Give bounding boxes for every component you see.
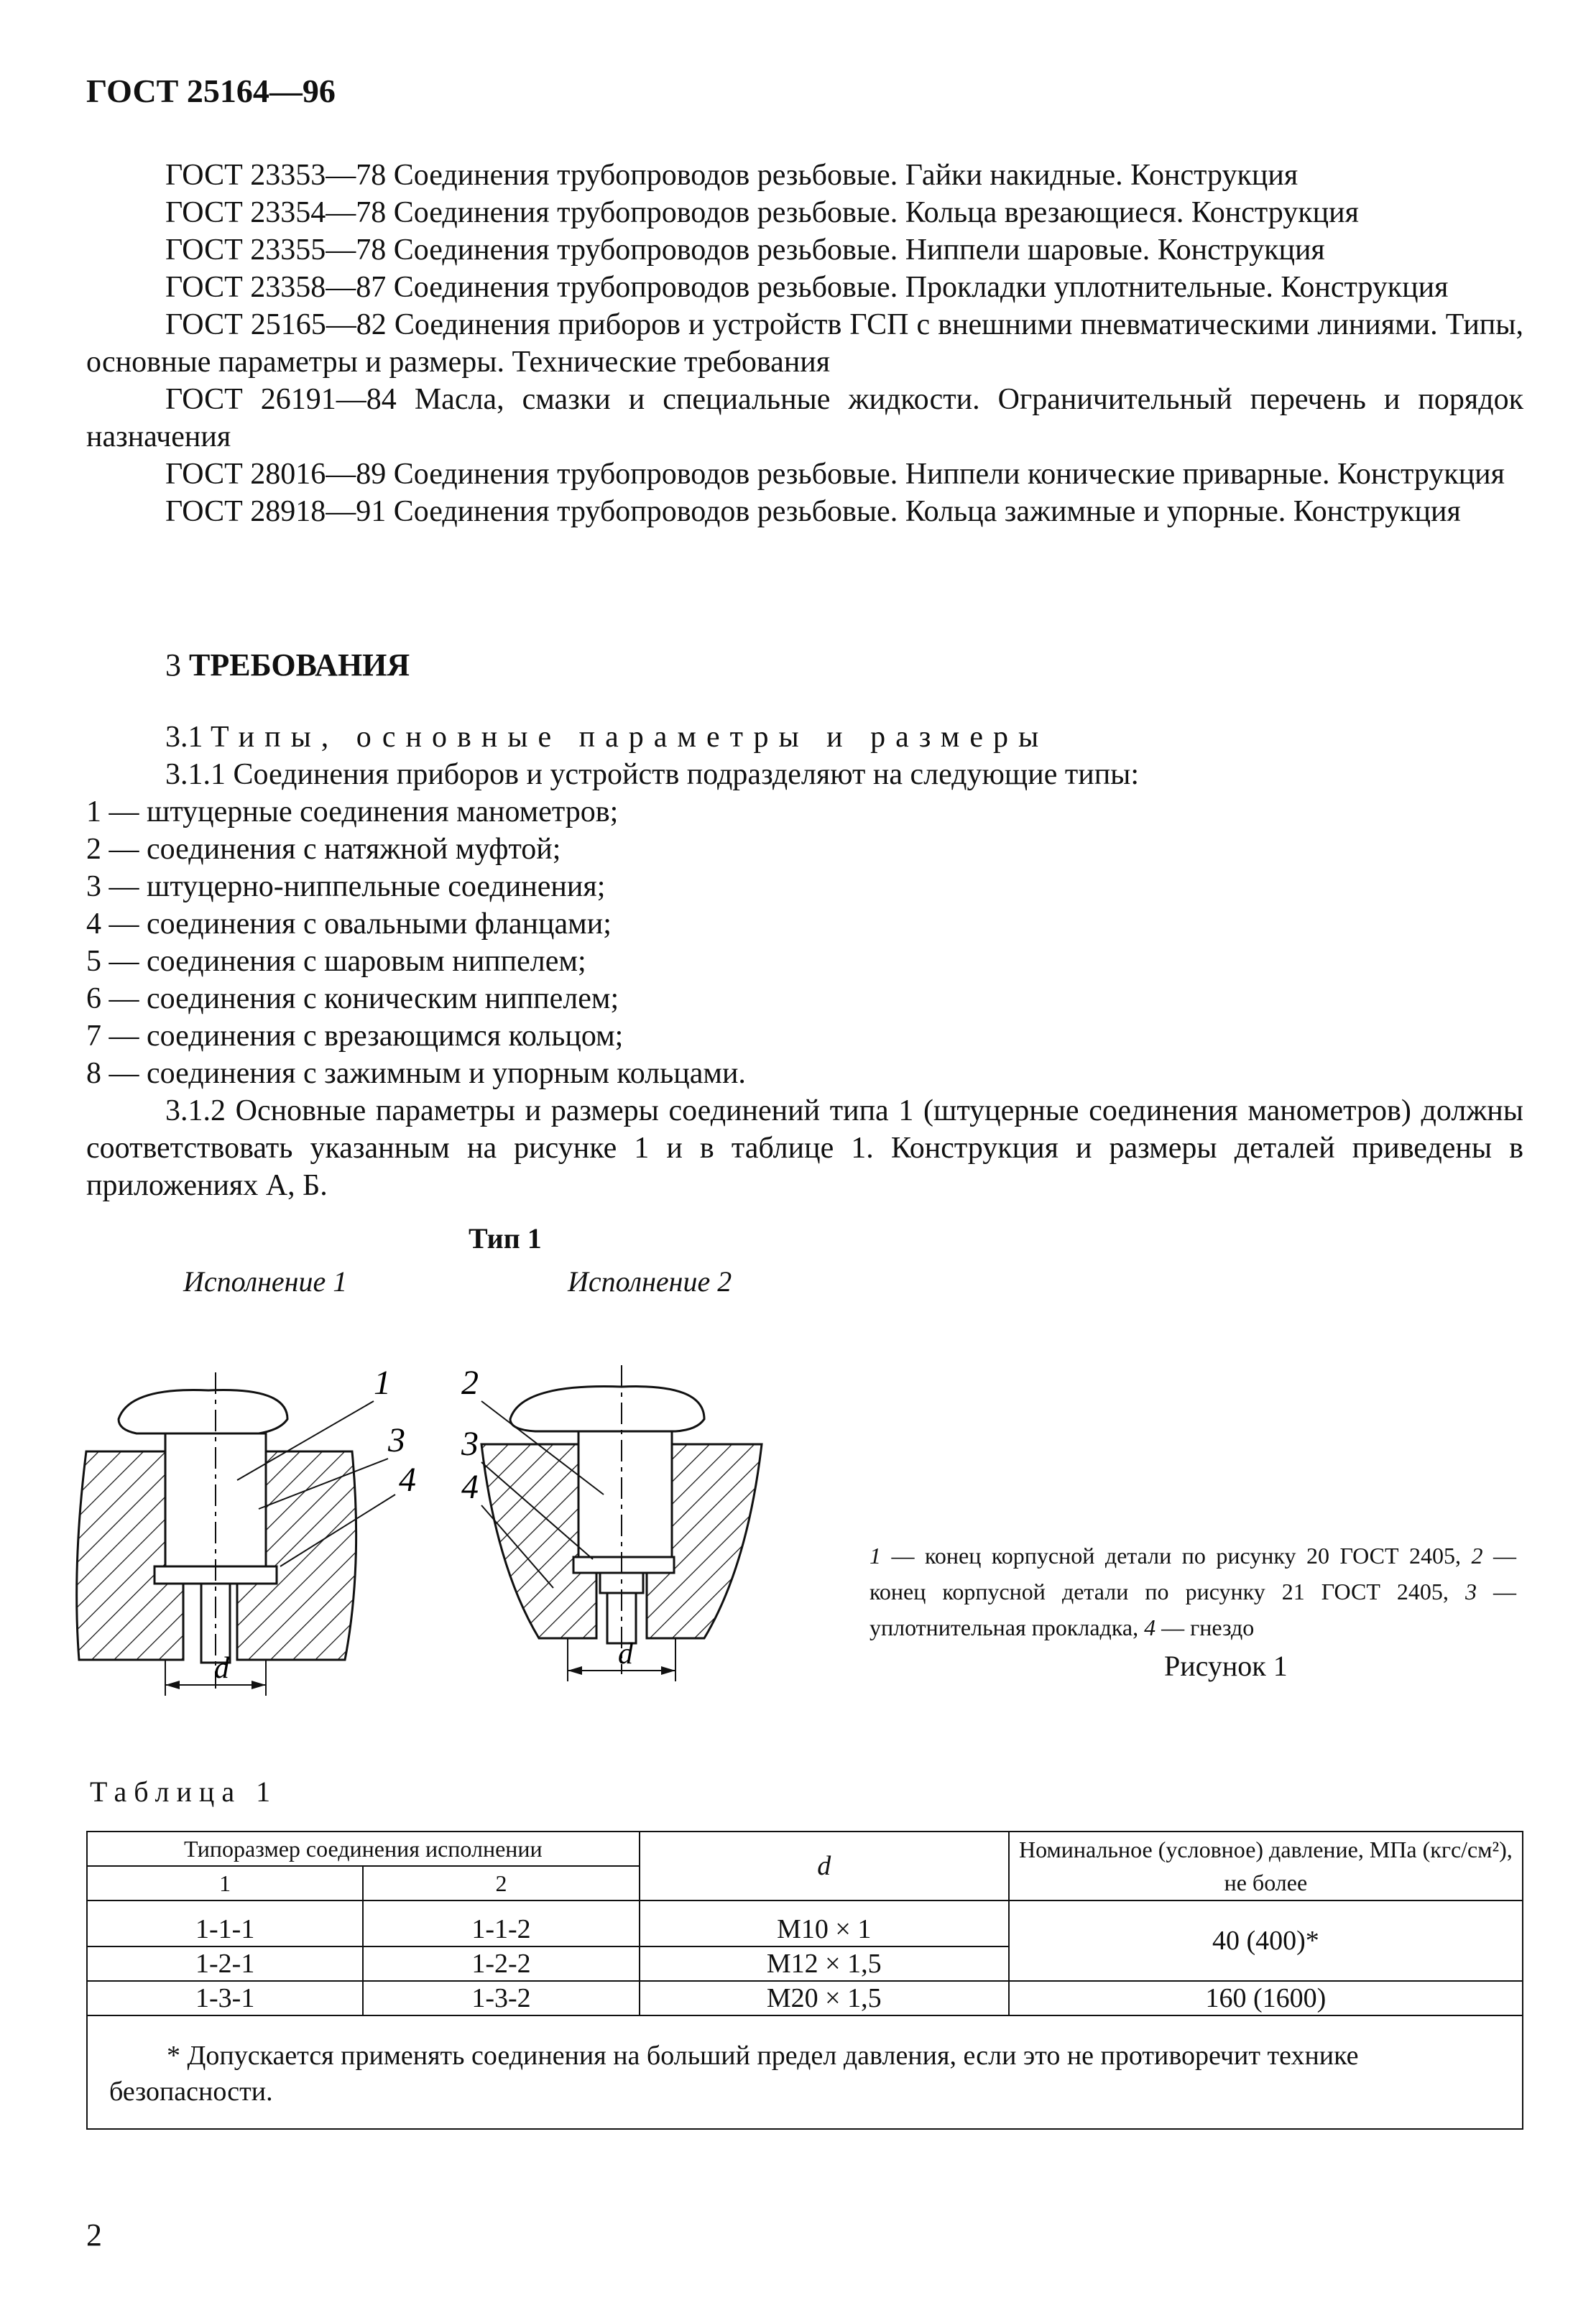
table-caption: Таблица 1 bbox=[90, 1775, 278, 1808]
type-item: 6 — соединения с коническим ниппелем; bbox=[86, 982, 619, 1015]
figure-label: Рисунок 1 bbox=[1164, 1650, 1288, 1682]
connection-drawing bbox=[65, 1351, 819, 1724]
legend-num: 2 bbox=[1471, 1543, 1483, 1569]
reference-item: ГОСТ 23354—78 Соединения трубопроводов резьбовые. Кольца врезающиеся. Конструкция bbox=[165, 196, 1359, 229]
legend-text: — конец корпусной детали по рисунку 21 ГОСТ 2405, bbox=[870, 1543, 1517, 1604]
type-item: 2 — соединения с натяжной муфтой; bbox=[86, 833, 561, 866]
variant-1-drawing bbox=[77, 1364, 416, 1696]
references-list bbox=[86, 157, 1523, 530]
table-row bbox=[87, 1900, 1523, 1946]
reference-item: ГОСТ 26191—84 Масла, смазки и специальные жидкости. Ограничительный перечень и порядок назначения bbox=[86, 383, 1523, 453]
header-pressure: Номинальное (условное) давление, МПа (кгс/см²), не более bbox=[1009, 1832, 1523, 1900]
requirements-text bbox=[86, 719, 1523, 1204]
table-note-row bbox=[87, 2015, 1523, 2129]
figure-legend bbox=[870, 1538, 1516, 1645]
section-number: 3 bbox=[165, 647, 181, 683]
cell-pressure: 160 (1600) bbox=[1009, 1981, 1523, 2015]
reference-item: ГОСТ 23353—78 Соединения трубопроводов резьбовые. Гайки накидные. Конструкция bbox=[165, 159, 1299, 192]
cell-v1: 1-1-1 bbox=[87, 1900, 363, 1946]
subsection-number: 3.1 bbox=[165, 721, 203, 754]
type-item: 1 — штуцерные соединения манометров; bbox=[86, 795, 619, 828]
variant-1-label: Исполнение 1 bbox=[183, 1265, 348, 1298]
header-size-group: Типоразмер соединения исполнении bbox=[87, 1832, 640, 1866]
page-header: ГОСТ 25164—96 bbox=[86, 73, 336, 109]
subsection-title: Типы, основные параметры и размеры bbox=[211, 721, 1049, 754]
page-number: 2 bbox=[86, 2217, 102, 2253]
section-title: ТРЕБОВАНИЯ bbox=[189, 647, 410, 683]
header-variant-2: 2 bbox=[363, 1866, 639, 1900]
cell-v1: 1-3-1 bbox=[87, 1981, 363, 2015]
reference-item: ГОСТ 28918—91 Соединения трубопроводов резьбовые. Кольца зажимные и упорные. Конструкция bbox=[165, 495, 1461, 528]
clause-3-1-1: 3.1.1 Соединения приборов и устройств подразделяют на следующие типы: bbox=[165, 758, 1140, 791]
legend-text: — конец корпусной детали по рисунку 20 ГОСТ 2405, bbox=[881, 1543, 1472, 1569]
cell-v2: 1-3-2 bbox=[363, 1981, 639, 2015]
cell-d: М10 × 1 bbox=[640, 1900, 1009, 1946]
callout-2: 2 bbox=[461, 1364, 479, 1402]
dim-label-2: d bbox=[618, 1638, 633, 1671]
legend-text: — уплотнительная прокладка, bbox=[870, 1579, 1517, 1640]
variant-2-drawing bbox=[461, 1364, 762, 1681]
type-item: 7 — соединения с врезающимся кольцом; bbox=[86, 1020, 624, 1053]
legend-num: 3 bbox=[1464, 1579, 1477, 1604]
legend-num: 1 bbox=[870, 1543, 881, 1569]
table-row bbox=[87, 1981, 1523, 2015]
reference-item: ГОСТ 28016—89 Соединения трубопроводов резьбовые. Ниппели конические приварные. Конструкция bbox=[165, 458, 1505, 491]
subsection-heading bbox=[86, 719, 1523, 756]
reference-item: ГОСТ 25165—82 Соединения приборов и устройств ГСП с внешними пневматическими линиями. Типы, основные параметры и размеры. Технические требования bbox=[86, 308, 1523, 379]
table-note: * Допускается применять соединения на больший предел давления, если это не противоречит технике безопасности. bbox=[87, 2015, 1523, 2129]
cell-v2: 1-1-2 bbox=[363, 1900, 639, 1946]
dim-label-1: d bbox=[214, 1652, 229, 1685]
clause-3-1-2: 3.1.2 Основные параметры и размеры соединений типа 1 (штуцерные соединения манометров) должны соответствовать указанным на рисунке 1 и в таблице 1. Конструкция и размеры деталей приведены в приложениях А, Б. bbox=[86, 1094, 1523, 1202]
cell-pressure: 40 (400)* bbox=[1009, 1900, 1523, 1981]
cell-d: М12 × 1,5 bbox=[640, 1946, 1009, 1981]
header-d-text: d bbox=[817, 1851, 831, 1881]
section-heading bbox=[165, 647, 410, 683]
legend-text: — гнездо bbox=[1156, 1615, 1255, 1640]
type-item: 4 — соединения с овальными фланцами; bbox=[86, 907, 612, 941]
cell-v2: 1-2-2 bbox=[363, 1946, 639, 1981]
type-item: 5 — соединения с шаровым ниппелем; bbox=[86, 945, 586, 978]
legend-num: 4 bbox=[1144, 1615, 1156, 1640]
type-item: 3 — штуцерно-ниппельные соединения; bbox=[86, 870, 606, 903]
figure-type-title: Тип 1 bbox=[469, 1222, 542, 1255]
table-1 bbox=[86, 1831, 1523, 2130]
callout-4b: 4 bbox=[461, 1468, 479, 1506]
callout-4a: 4 bbox=[399, 1461, 416, 1499]
cell-d: М20 × 1,5 bbox=[640, 1981, 1009, 2015]
cell-v1: 1-2-1 bbox=[87, 1946, 363, 1981]
reference-item: ГОСТ 23355—78 Соединения трубопроводов резьбовые. Ниппели шаровые. Конструкция bbox=[165, 234, 1325, 267]
variant-2-label: Исполнение 2 bbox=[568, 1265, 732, 1298]
callout-1: 1 bbox=[374, 1364, 391, 1402]
callout-3b: 3 bbox=[461, 1425, 479, 1463]
header-variant-1: 1 bbox=[87, 1866, 363, 1900]
reference-item: ГОСТ 23358—87 Соединения трубопроводов резьбовые. Прокладки уплотнительные. Конструкция bbox=[165, 271, 1449, 304]
header-d bbox=[640, 1832, 1009, 1900]
table-header-row bbox=[87, 1832, 1523, 1866]
callout-3a: 3 bbox=[388, 1421, 405, 1459]
type-item: 8 — соединения с зажимным и упорным кольцами. bbox=[86, 1057, 746, 1090]
